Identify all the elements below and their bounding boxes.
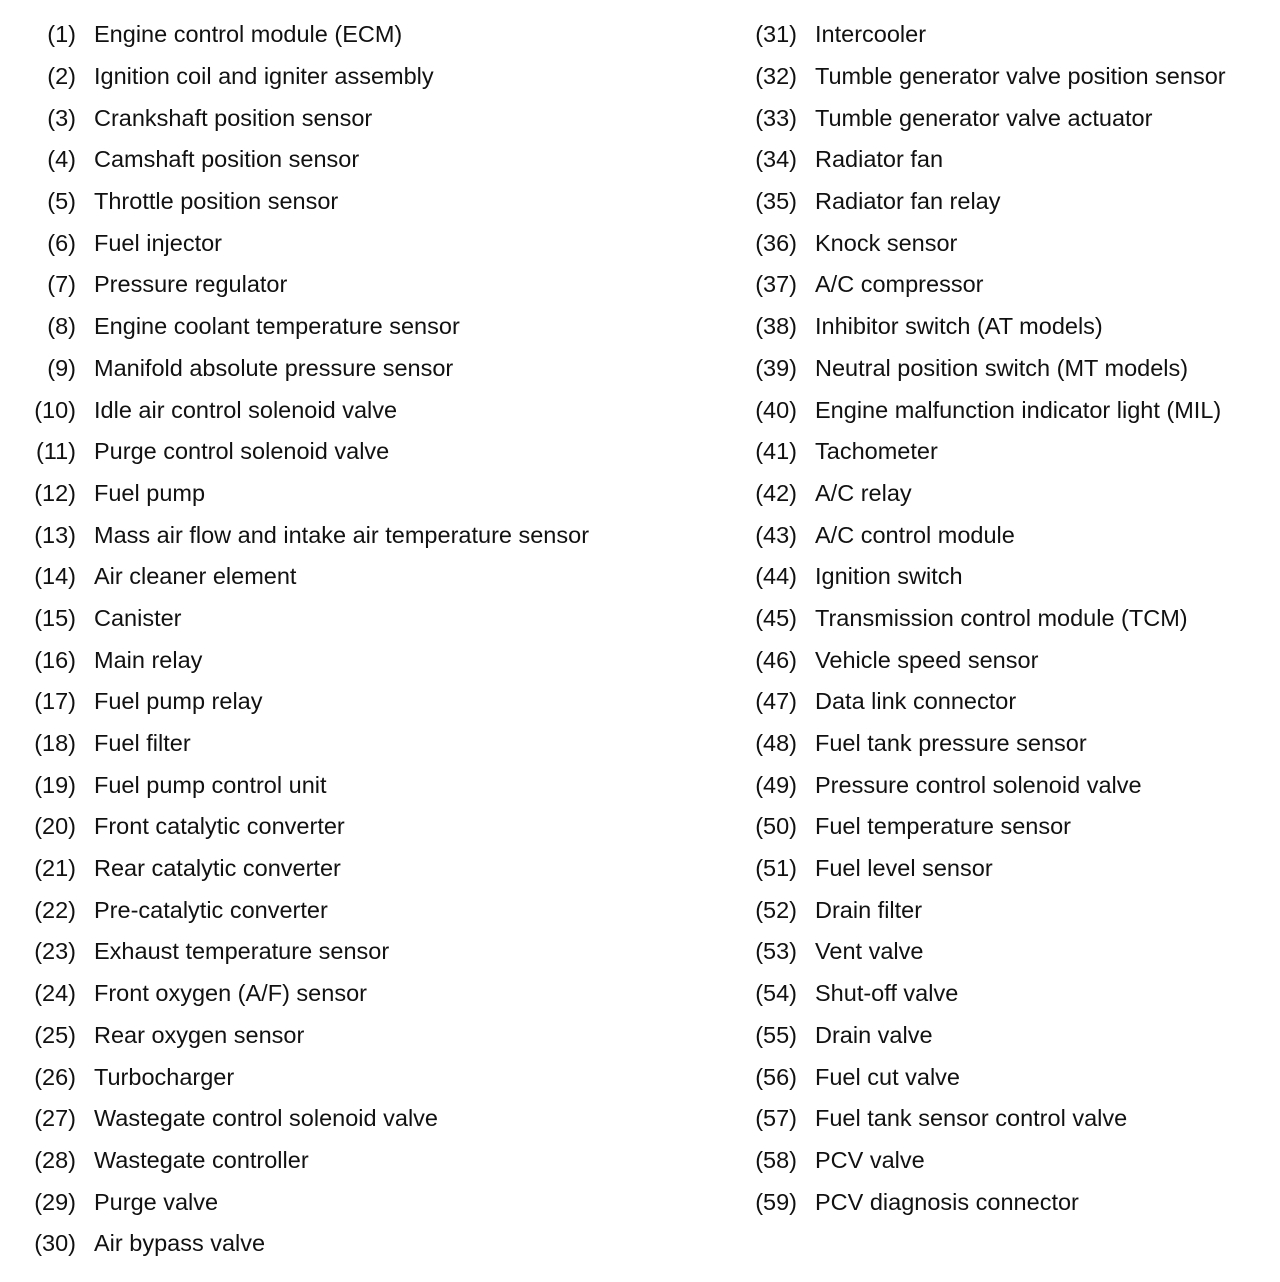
legend-item-label: Purge valve	[94, 1188, 219, 1215]
legend-item-number: (42)	[755, 479, 797, 506]
legend-item	[0, 973, 720, 1015]
legend-item	[720, 889, 1280, 931]
legend-item-label: Tachometer	[815, 438, 938, 465]
legend-item-number: (8)	[47, 313, 76, 340]
legend-item-label: Camshaft position sensor	[94, 146, 360, 173]
legend-item-label: Radiator fan relay	[815, 188, 1001, 215]
legend-item-label: Wastegate control solenoid valve	[94, 1105, 438, 1132]
legend-item-label: Pressure control solenoid valve	[815, 771, 1142, 798]
legend-item-label: Fuel filter	[94, 730, 191, 757]
legend-item-number: (51)	[755, 855, 797, 882]
legend-item	[720, 681, 1280, 723]
legend-item-number: (55)	[755, 1021, 797, 1048]
legend-item-number: (13)	[34, 521, 76, 548]
legend-item-number: (53)	[755, 938, 797, 965]
legend-item-label: A/C compressor	[815, 271, 984, 298]
legend-item-label: Idle air control solenoid valve	[94, 396, 398, 423]
legend-item	[0, 889, 720, 931]
legend-item-number: (24)	[34, 980, 76, 1007]
legend-item	[0, 97, 720, 139]
legend-item-number: (11)	[35, 438, 76, 465]
legend-item	[720, 764, 1280, 806]
legend-item-number: (10)	[34, 396, 76, 423]
legend-item	[720, 1181, 1280, 1223]
legend-item-label: Fuel tank sensor control valve	[815, 1105, 1128, 1132]
legend-item-number: (5)	[47, 188, 76, 215]
legend-item-number: (47)	[755, 688, 797, 715]
legend-item-number: (49)	[755, 771, 797, 798]
legend-item	[0, 348, 720, 390]
legend-item-label: Fuel temperature sensor	[815, 813, 1072, 840]
legend-column-right	[720, 14, 1280, 1223]
legend-item-label: Drain filter	[815, 896, 923, 923]
legend-item-label: Drain valve	[815, 1021, 933, 1048]
legend-item-number: (38)	[755, 313, 797, 340]
legend-item	[720, 473, 1280, 515]
legend-item-label: Exhaust temperature sensor	[94, 938, 390, 965]
legend-item-number: (15)	[34, 604, 76, 631]
legend-item-label: Air bypass valve	[94, 1230, 266, 1257]
legend-item	[720, 514, 1280, 556]
legend-item-number: (12)	[34, 479, 76, 506]
legend-item-number: (6)	[47, 229, 76, 256]
legend-item	[0, 848, 720, 890]
legend-item-number: (58)	[755, 1146, 797, 1173]
legend-item	[0, 1181, 720, 1223]
legend-item	[720, 1015, 1280, 1057]
legend-item-label: PCV valve	[815, 1146, 925, 1173]
legend-item	[720, 431, 1280, 473]
legend-item-label: A/C control module	[815, 521, 1015, 548]
legend-item	[720, 222, 1280, 264]
legend-item-label: A/C relay	[815, 479, 912, 506]
legend-item-number: (43)	[755, 521, 797, 548]
legend-item	[720, 389, 1280, 431]
legend-item	[720, 181, 1280, 223]
legend-item	[0, 306, 720, 348]
legend-item-number: (31)	[755, 21, 797, 48]
legend-item	[0, 723, 720, 765]
legend-item-label: Vent valve	[815, 938, 924, 965]
legend-item	[0, 598, 720, 640]
legend-item	[720, 97, 1280, 139]
legend-item	[720, 1098, 1280, 1140]
legend-item-label: Tumble generator valve actuator	[815, 104, 1153, 131]
legend-item	[0, 639, 720, 681]
legend-item-label: Tumble generator valve position sensor	[815, 63, 1226, 90]
legend-item-number: (40)	[755, 396, 797, 423]
legend-item-label: Rear catalytic converter	[94, 855, 341, 882]
legend-item-label: Crankshaft position sensor	[94, 104, 373, 131]
legend-item	[720, 306, 1280, 348]
legend-item-label: Air cleaner element	[94, 563, 297, 590]
legend-item-label: Fuel pump	[94, 479, 206, 506]
legend-item	[720, 1056, 1280, 1098]
legend-item-number: (59)	[755, 1188, 797, 1215]
legend-item-number: (14)	[34, 563, 76, 590]
legend-item-number: (19)	[34, 771, 76, 798]
legend-item-label: Wastegate controller	[94, 1146, 309, 1173]
legend-item	[720, 848, 1280, 890]
legend-item-number: (33)	[755, 104, 797, 131]
legend-item-number: (45)	[755, 604, 797, 631]
legend-item-number: (1)	[47, 21, 76, 48]
legend-item	[720, 14, 1280, 56]
legend-item	[0, 56, 720, 98]
legend-item-label: Front catalytic converter	[94, 813, 345, 840]
legend-item-number: (21)	[34, 855, 76, 882]
legend-item	[0, 14, 720, 56]
legend-item	[720, 56, 1280, 98]
legend-item-number: (54)	[755, 980, 797, 1007]
legend-item-label: Purge control solenoid valve	[94, 438, 390, 465]
legend-item-label: Radiator fan	[815, 146, 944, 173]
legend-item	[720, 264, 1280, 306]
legend-item-number: (22)	[34, 896, 76, 923]
legend-item-number: (26)	[34, 1063, 76, 1090]
legend-item-number: (30)	[34, 1230, 76, 1257]
legend-item-number: (18)	[34, 730, 76, 757]
legend-item-label: Manifold absolute pressure sensor	[94, 354, 454, 381]
legend-item-label: Neutral position switch (MT models)	[815, 354, 1189, 381]
legend-item-label: Fuel cut valve	[815, 1063, 960, 1090]
legend-item	[720, 139, 1280, 181]
legend-item	[720, 348, 1280, 390]
legend-item	[720, 556, 1280, 598]
legend-item-label: Ignition coil and igniter assembly	[94, 63, 434, 90]
legend-item	[0, 181, 720, 223]
legend-item-number: (56)	[755, 1063, 797, 1090]
legend-item	[0, 764, 720, 806]
legend-item-label: Data link connector	[815, 688, 1017, 715]
legend-item-label: Engine coolant temperature sensor	[94, 313, 460, 340]
legend-item-label: Front oxygen (A/F) sensor	[94, 980, 367, 1007]
legend-item-number: (41)	[755, 438, 797, 465]
legend-item-number: (9)	[47, 354, 76, 381]
legend-item	[720, 598, 1280, 640]
legend-item-label: Pressure regulator	[94, 271, 288, 298]
legend-item	[0, 389, 720, 431]
legend-item-number: (36)	[755, 229, 797, 256]
legend-item-number: (34)	[755, 146, 797, 173]
legend-item-number: (23)	[34, 938, 76, 965]
legend-item-number: (16)	[34, 646, 76, 673]
legend-item-number: (20)	[34, 813, 76, 840]
legend-column-left	[0, 14, 720, 1265]
legend-item	[0, 1056, 720, 1098]
legend-item-label: Pre-catalytic converter	[94, 896, 328, 923]
legend-item	[0, 222, 720, 264]
legend-item-number: (3)	[47, 104, 76, 131]
legend-item-label: Turbocharger	[94, 1063, 235, 1090]
legend-item-label: Inhibitor switch (AT models)	[815, 313, 1103, 340]
legend-item-label: Fuel injector	[94, 229, 222, 256]
legend-item-label: Fuel level sensor	[815, 855, 993, 882]
legend-item-label: Fuel pump control unit	[94, 771, 327, 798]
legend-item-number: (39)	[755, 354, 797, 381]
legend-item	[0, 1098, 720, 1140]
legend-item-number: (27)	[34, 1105, 76, 1132]
legend-item	[0, 139, 720, 181]
legend-item-label: PCV diagnosis connector	[815, 1188, 1079, 1215]
legend-item	[720, 806, 1280, 848]
legend-item-label: Knock sensor	[815, 229, 958, 256]
legend-item	[0, 473, 720, 515]
legend-item-number: (50)	[755, 813, 797, 840]
legend-item-number: (57)	[755, 1105, 797, 1132]
legend-item-label: Ignition switch	[815, 563, 963, 590]
legend-item-number: (44)	[755, 563, 797, 590]
legend-item	[720, 1140, 1280, 1182]
legend-item-number: (17)	[34, 688, 76, 715]
legend-item-label: Mass air flow and intake air temperature sensor	[94, 521, 590, 548]
legend-item-number: (4)	[47, 146, 76, 173]
legend-item	[0, 681, 720, 723]
legend-item-number: (48)	[755, 730, 797, 757]
legend-item	[720, 639, 1280, 681]
legend-item	[0, 264, 720, 306]
legend-item-label: Transmission control module (TCM)	[815, 604, 1188, 631]
legend-item	[720, 931, 1280, 973]
legend-item-label: Vehicle speed sensor	[815, 646, 1039, 673]
legend-item-label: Shut-off valve	[815, 980, 959, 1007]
legend-item-number: (28)	[34, 1146, 76, 1173]
legend-item-number: (32)	[755, 63, 797, 90]
legend-item-label: Throttle position sensor	[94, 188, 339, 215]
legend-item-label: Engine control module (ECM)	[94, 21, 403, 48]
legend-item	[0, 556, 720, 598]
legend-item-number: (7)	[47, 271, 76, 298]
legend-item-number: (2)	[47, 63, 76, 90]
legend-item-number: (25)	[34, 1021, 76, 1048]
legend-item-number: (37)	[755, 271, 797, 298]
legend-item	[0, 806, 720, 848]
legend-item	[0, 1140, 720, 1182]
legend-item-label: Main relay	[94, 646, 203, 673]
legend-item	[720, 973, 1280, 1015]
legend-item-label: Engine malfunction indicator light (MIL)	[815, 396, 1222, 423]
legend-item	[0, 514, 720, 556]
legend-item-label: Rear oxygen sensor	[94, 1021, 305, 1048]
legend-item	[0, 1015, 720, 1057]
legend-item-label: Intercooler	[815, 21, 927, 48]
legend-item	[0, 931, 720, 973]
legend-item-number: (52)	[755, 896, 797, 923]
legend-item	[0, 1223, 720, 1265]
legend-item-number: (35)	[755, 188, 797, 215]
legend-item	[0, 431, 720, 473]
legend-item-label: Fuel pump relay	[94, 688, 263, 715]
legend-item	[720, 723, 1280, 765]
legend-item-label: Fuel tank pressure sensor	[815, 730, 1087, 757]
legend-item-label: Canister	[94, 604, 182, 631]
legend-item-number: (46)	[755, 646, 797, 673]
legend-item-number: (29)	[34, 1188, 76, 1215]
